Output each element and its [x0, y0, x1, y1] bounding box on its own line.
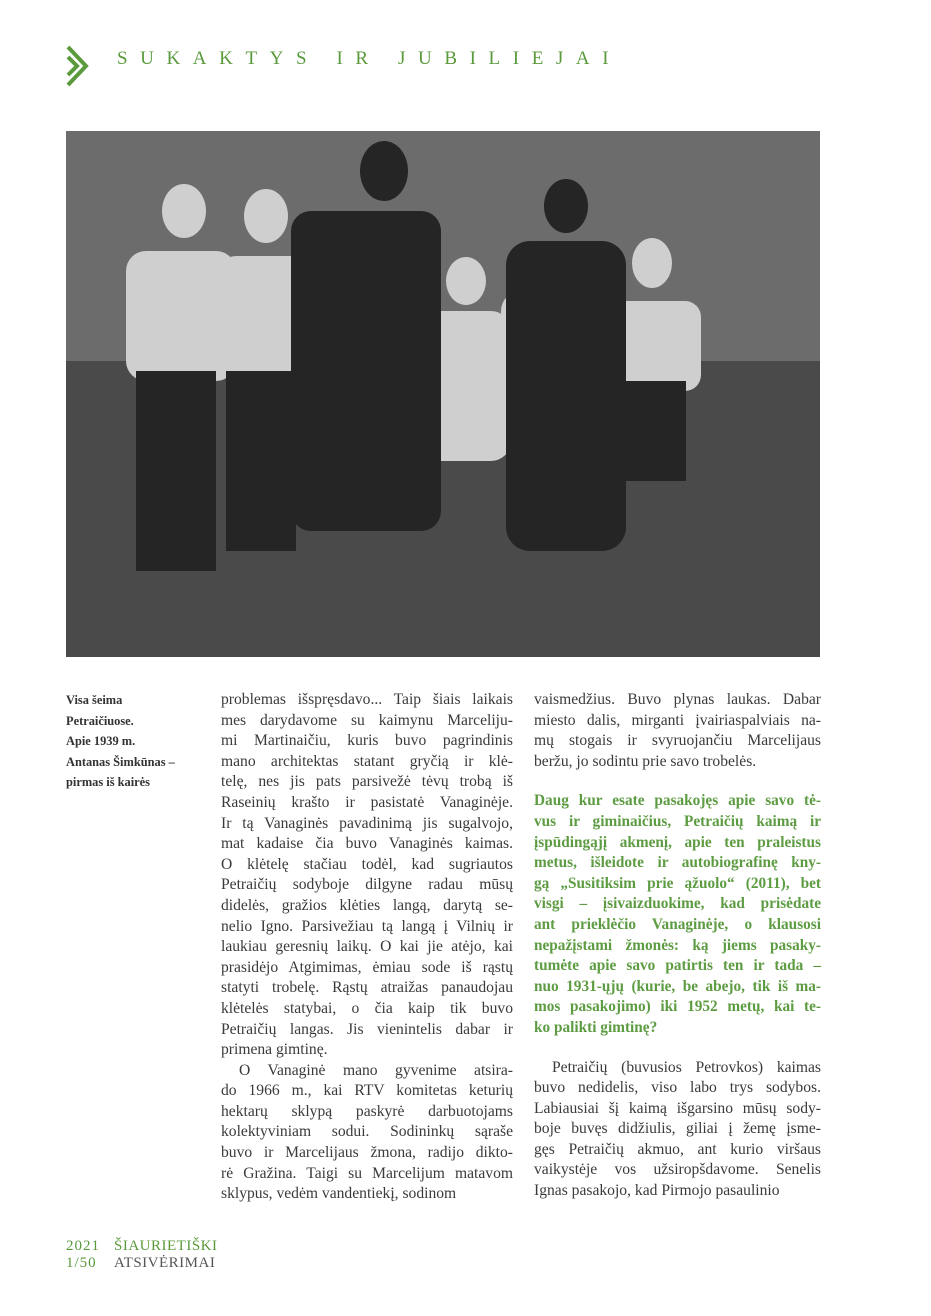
text-line: mano architektas statant gryčią ir klė- — [221, 752, 513, 770]
text-line: beržu, jo sodintu prie savo trobelės. — [534, 752, 757, 770]
caption-line: Apie 1939 m. — [66, 734, 136, 749]
text-line: nelio Igno. Parsivežiau tą langą į Vilnių ir — [221, 917, 513, 935]
text-line: įspūdingąjį akmenį, apie ten praleistus — [534, 833, 821, 851]
interview-answer — [534, 1058, 821, 1202]
chevron-logo-icon — [66, 45, 90, 87]
family-photo — [66, 131, 820, 657]
text-line: gą „Susitiksim prie ąžuolo“ (2011), bet — [534, 874, 821, 892]
text-line: mų stogais ir svyruojančiu Marcelijaus — [534, 732, 821, 750]
text-line: nepažįstami žmonės: ką jiems pasaky- — [534, 936, 821, 954]
interview-question — [534, 791, 821, 1038]
body-text — [221, 690, 513, 1205]
text-line: Ir tą Vanaginės pavadinimą jis sugalvojo, — [221, 814, 513, 832]
text-line: mi Martinaičiu, kuris buvo pagrindinis — [221, 732, 513, 750]
text-line: sklypus, vedėm vandentiekį, sodinom — [221, 1185, 457, 1203]
caption-line: pirmas iš kairės — [66, 775, 150, 790]
spacer — [534, 1039, 821, 1058]
text-line: Labiausiai šį kaimą išgarsino mūsų sody- — [534, 1099, 821, 1117]
text-line: vus ir giminaičius, Petraičių kaimą ir — [534, 812, 821, 830]
magazine-name-line2: ATSIVĖRIMAI — [114, 1255, 216, 1271]
text-line: gęs Petraičių akmuo, ant kurio viršaus — [534, 1140, 821, 1158]
text-line: Ignas pasakojo, kad Pirmojo pasaulinio — [534, 1182, 780, 1200]
article-column-1 — [221, 690, 513, 1205]
text-line: buvo nedidelis, viso labo trys sodybos. — [534, 1079, 821, 1097]
text-line: primena gimtinę. — [221, 1041, 328, 1059]
text-line: kolektyviniam sodui. Sodininkų sąraše — [221, 1123, 513, 1141]
text-line: tumėte apie savo patirtis ten ir tada – — [534, 957, 821, 975]
text-line: miesto dalis, mirganti įvairiaspalviais na- — [534, 711, 821, 729]
text-line: Petraičių sodyboje dilgyne radau mūsų — [221, 876, 513, 894]
text-line: O klėtelę stačiau todėl, kad sugriautos — [221, 855, 513, 873]
text-line: nuo 1931-ųjų (kurie, be abejo, tik iš ma- — [534, 977, 821, 995]
text-line: Raseinių krašto ir pasistatė Vanaginėje. — [221, 793, 513, 811]
family-photo-icon — [66, 131, 820, 657]
text-line: vaismedžius. Buvo plynas laukas. Dabar — [534, 691, 821, 708]
text-line: prasidėjo Atgimimas, ėmiau sode iš rąstų — [221, 958, 513, 976]
text-line: ko palikti gimtinę? — [534, 1018, 658, 1036]
text-line: statyti trobelę. Rąstų atraižas panaudojau — [221, 979, 513, 997]
text-line: Petraičių (buvusios Petrovkos) kaimas — [552, 1058, 821, 1076]
text-line: mat kadaise čia buvo Vanaginės kaimas. — [221, 835, 513, 853]
text-line: problemas išspręsdavo... Taip šiais laikais — [221, 691, 513, 708]
spacer — [534, 772, 821, 791]
footer-year: 2021 — [66, 1238, 100, 1254]
text-line: ant prieklėčio Vanaginėje, o klausosi — [534, 915, 821, 933]
text-line: Petraičių langas. Jis vienintelis dabar ir — [221, 1020, 513, 1038]
text-line: O Vanaginė mano gyvenime atsira- — [239, 1061, 513, 1079]
caption-line: Antanas Šimkūnas – — [66, 754, 175, 769]
photo-caption — [66, 690, 211, 793]
text-line: mos pasakojimo) iki 1952 metų, kai te- — [534, 998, 821, 1016]
caption-line: Visa šeima — [66, 693, 123, 707]
caption-line: Petraičiuose. — [66, 713, 134, 728]
section-title: SUKAKTYS IR JUBILIEJAI — [117, 48, 622, 69]
text-line: hektarų sklypą paskyrė darbuotojams — [221, 1102, 513, 1120]
text-line: telę, nes jis pats parsivežė tėvų trobą iš — [221, 773, 513, 791]
text-line: rė Gražina. Taigi su Marcelijum matavom — [221, 1164, 513, 1182]
text-line: Daug kur esate pasakojęs apie savo tė- — [534, 792, 821, 810]
text-line: metus, išleidote ir autobiografinę kny- — [534, 854, 821, 872]
footer-issue: 1/50 — [66, 1255, 97, 1271]
text-line: visgi – įsivaizduokime, kad prisėdate — [534, 895, 821, 913]
text-line: klėtelės statybai, o čia kaip tik buvo — [221, 999, 513, 1017]
footer — [66, 1238, 218, 1272]
text-line: vaikystėje vos užsiropšdavome. Senelis — [534, 1161, 821, 1179]
article-column-2 — [534, 690, 821, 1202]
magazine-name-line1: ŠIAURIETIŠKI — [114, 1238, 218, 1254]
text-line: mes darydavome su kaimynu Marceliju- — [221, 711, 513, 729]
text-line: laukiau geresnių laikų. O kai jie atėjo, kai — [221, 938, 513, 956]
text-line: do 1966 m., kai RTV komitetas keturių — [221, 1082, 513, 1100]
text-line: boje buvęs didžiulis, giliai į žemę įsme- — [534, 1120, 821, 1138]
text-line: didelės, gražios klėties langą, darytą se- — [221, 896, 513, 914]
text-line: buvo ir Marcelijaus žmona, radijo dikto- — [221, 1144, 513, 1162]
body-text — [534, 690, 821, 772]
